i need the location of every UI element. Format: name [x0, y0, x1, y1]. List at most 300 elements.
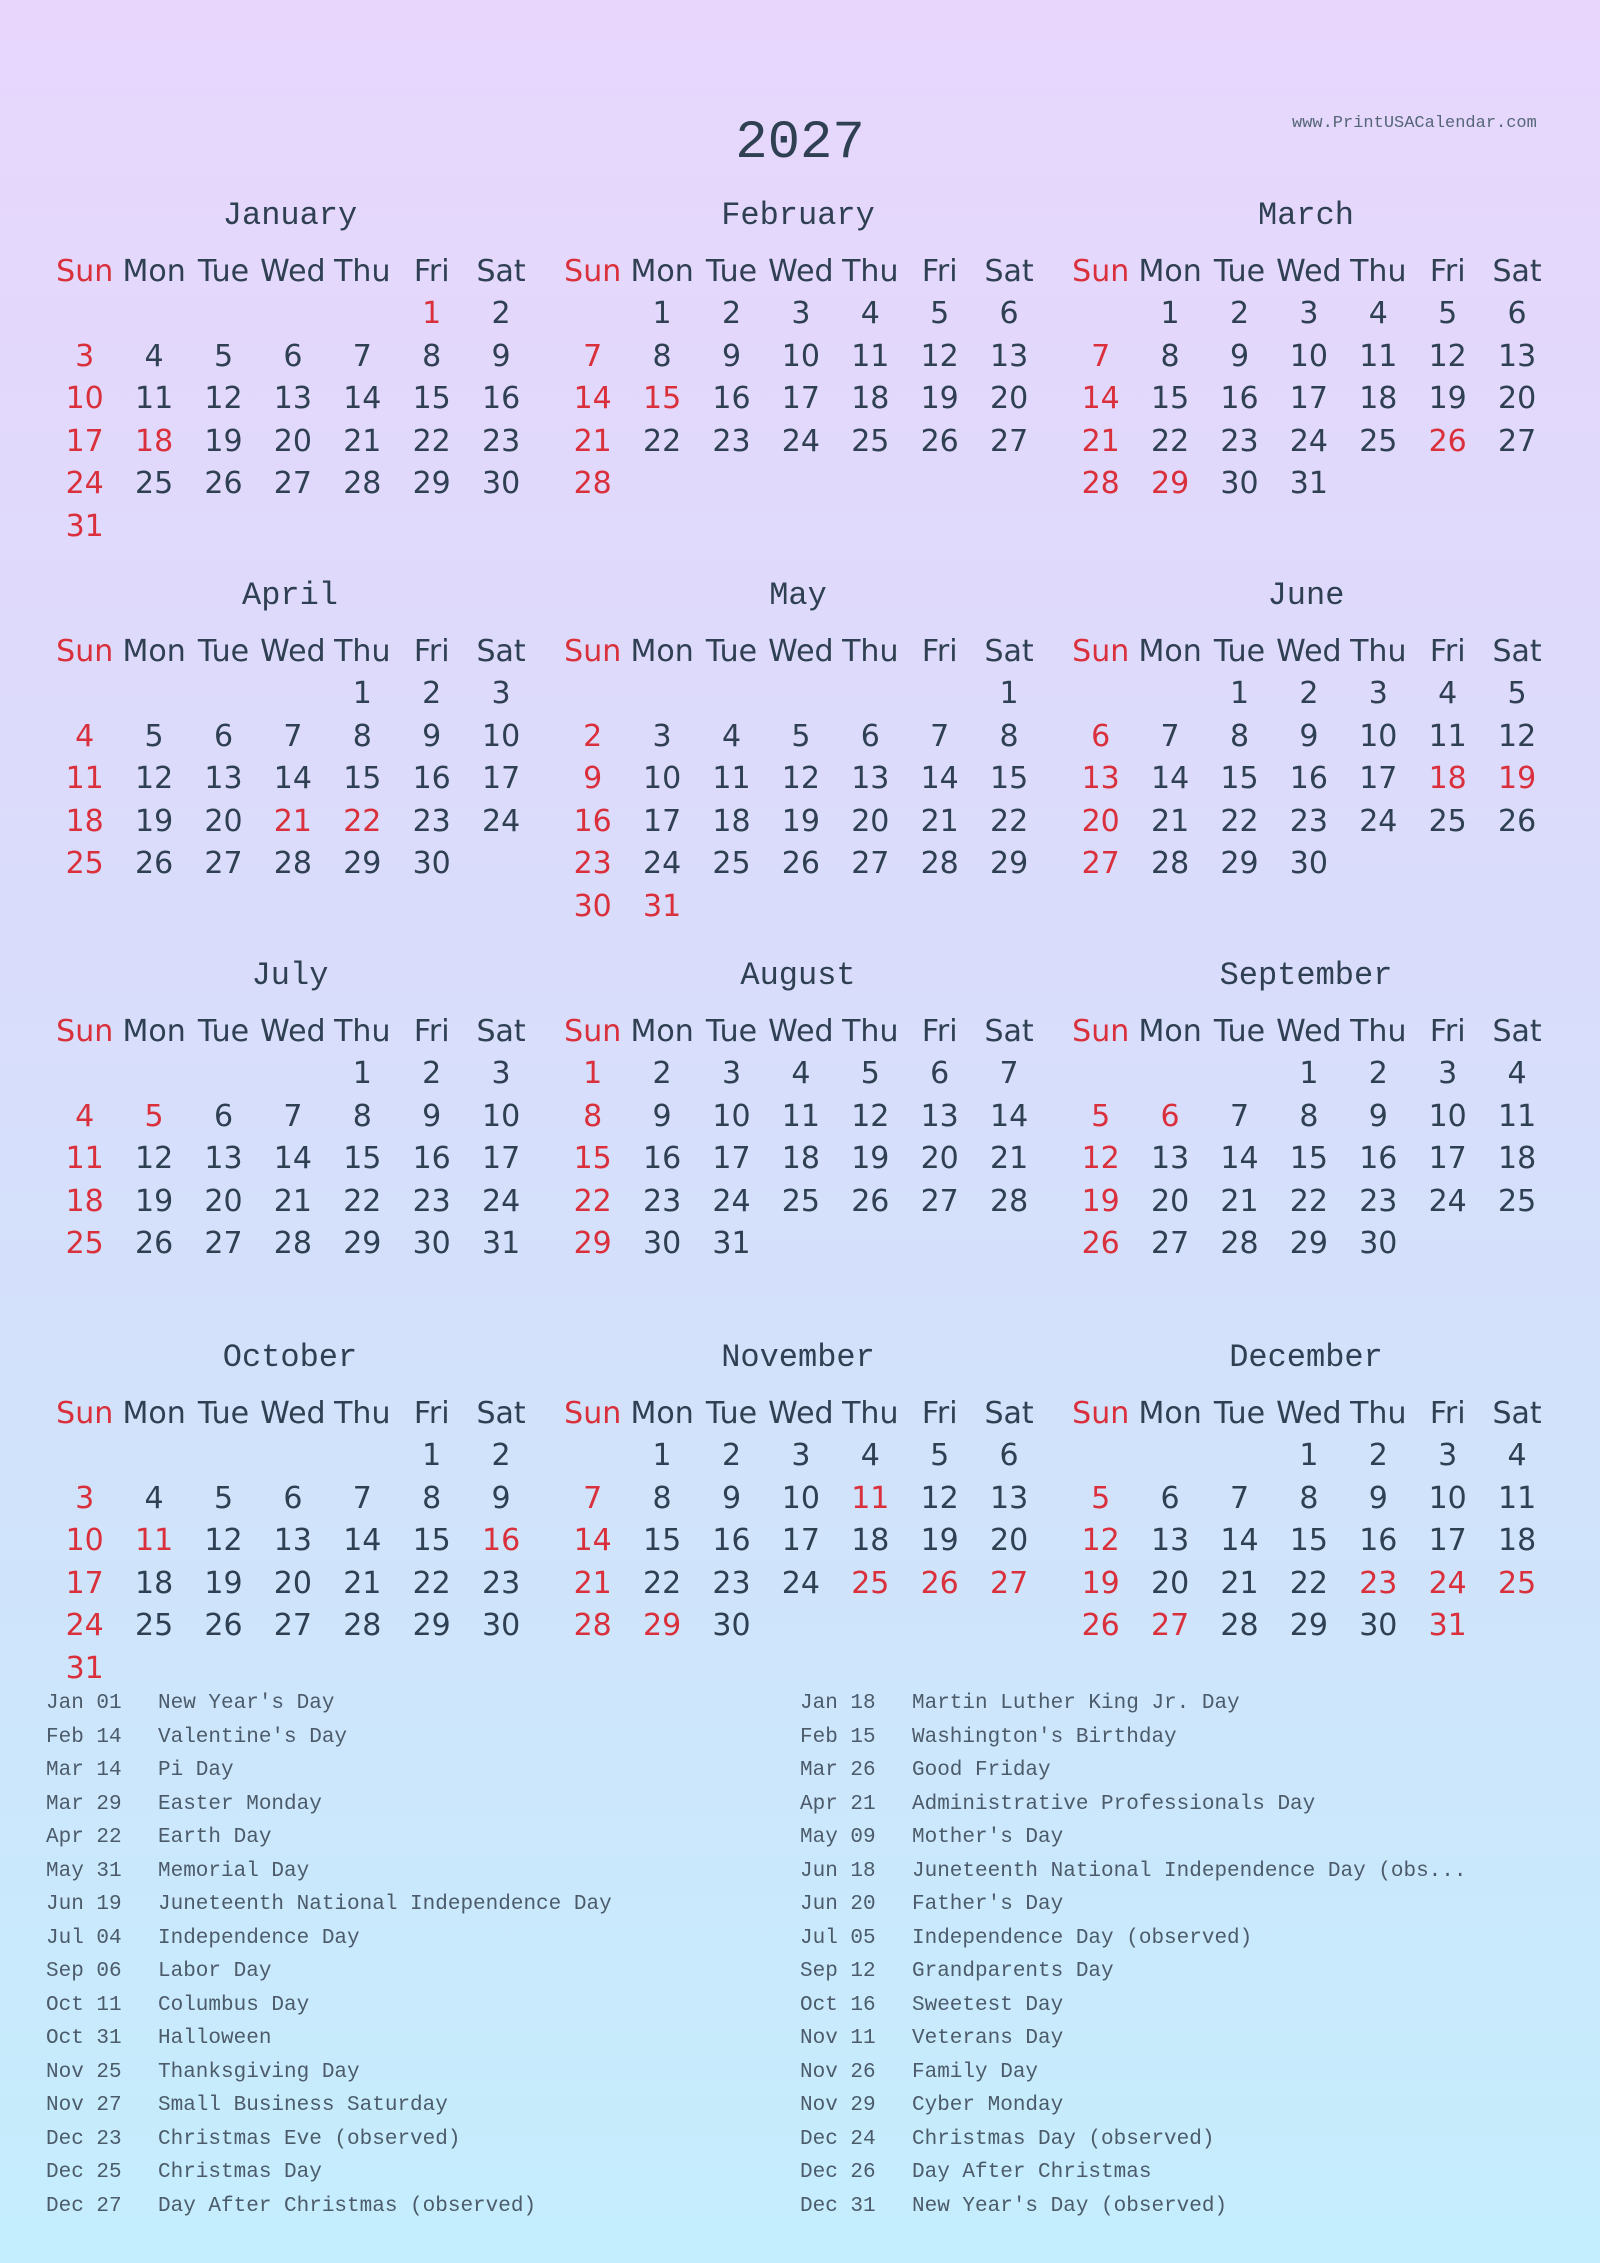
holiday-name: New Year's Day (observed) — [912, 2194, 1228, 2218]
weekday-header-tue: Tue — [197, 254, 250, 289]
day-cell: 22 — [1289, 1565, 1328, 1601]
weekday-header-fri: Fri — [413, 1396, 450, 1431]
holiday-item — [46, 1689, 334, 1719]
day-cell: 3 — [75, 338, 95, 374]
day-cell: 20 — [851, 803, 890, 839]
day-cell: 14 — [273, 1141, 312, 1176]
weekday-header-wed: Wed — [1276, 254, 1342, 289]
day-cell: 11 — [1428, 718, 1467, 754]
weekday-header-wed: Wed — [260, 254, 326, 289]
day-cell: 20 — [989, 381, 1029, 416]
day-cell: 15 — [642, 381, 682, 416]
day-cell: 14 — [1220, 1141, 1259, 1176]
day-cell: 11 — [134, 381, 174, 416]
weekday-header-sat: Sat — [984, 254, 1034, 289]
day-cell: 6 — [1160, 1480, 1180, 1516]
day-cell: 19 — [204, 1565, 243, 1601]
holiday-date: Mar 29 — [46, 1792, 122, 1816]
holiday-item — [800, 1790, 1315, 1820]
day-cell: 23 — [573, 846, 612, 881]
day-cell: 22 — [1150, 423, 1190, 459]
holiday-item — [800, 1823, 1063, 1853]
day-cell: 8 — [583, 1098, 603, 1134]
day-cell: 20 — [1081, 803, 1120, 839]
day-cell: 18 — [134, 1565, 174, 1601]
holiday-name: Good Friday — [912, 1759, 1051, 1782]
weekday-header-wed: Wed — [768, 1396, 834, 1431]
day-cell: 20 — [273, 1565, 312, 1601]
day-cell: 27 — [920, 1183, 959, 1219]
day-cell: 10 — [642, 761, 682, 796]
day-cell: 5 — [930, 296, 950, 331]
holiday-item — [800, 1723, 1177, 1753]
weekday-header-mon: Mon — [122, 634, 186, 669]
day-cell: 9 — [1299, 718, 1319, 754]
holiday-date: Nov 27 — [46, 2094, 122, 2117]
holiday-item — [46, 2192, 536, 2222]
day-cell: 29 — [1289, 1226, 1328, 1261]
day-cell: 30 — [573, 888, 612, 924]
day-cell: 23 — [1359, 1183, 1398, 1219]
day-cell: 8 — [422, 338, 442, 374]
day-cell: 2 — [652, 1056, 672, 1091]
holiday-item — [46, 1756, 234, 1786]
weekday-header-mon: Mon — [1138, 634, 1202, 669]
month-title: September — [1219, 957, 1393, 994]
weekday-header-sat: Sat — [1492, 1396, 1542, 1431]
holiday-name: Washington's Birthday — [912, 1725, 1177, 1749]
day-cell: 27 — [204, 846, 243, 881]
weekday-header-sun: Sun — [56, 254, 114, 289]
month-title: April — [241, 577, 338, 614]
day-cell: 1 — [352, 1056, 372, 1091]
day-cell: 4 — [1507, 1438, 1527, 1473]
day-cell: 5 — [144, 718, 164, 754]
day-cell: 1 — [1229, 676, 1250, 711]
day-cell: 19 — [1081, 1183, 1120, 1219]
day-cell: 22 — [343, 803, 382, 839]
holiday-item — [800, 1689, 1240, 1719]
holiday-name: New Year's Day — [158, 1692, 335, 1715]
holiday-date: Nov 11 — [800, 2027, 876, 2050]
day-cell: 16 — [412, 761, 451, 796]
weekday-header-mon: Mon — [122, 254, 186, 289]
holiday-date: May 31 — [46, 1859, 122, 1883]
day-cell: 24 — [1428, 1183, 1467, 1219]
month-title: December — [1229, 1339, 1383, 1376]
day-cell: 23 — [712, 1565, 751, 1601]
day-cell: 1 — [422, 1438, 442, 1473]
day-cell: 27 — [273, 466, 312, 501]
day-cell: 3 — [1299, 296, 1319, 331]
day-cell: 7 — [930, 718, 950, 754]
holiday-name: Cyber Monday — [912, 2094, 1064, 2117]
day-cell: 11 — [134, 1523, 174, 1558]
weekday-header-fri: Fri — [413, 1014, 450, 1049]
day-cell: 11 — [1497, 1098, 1537, 1134]
holiday-item — [800, 1756, 1051, 1786]
day-cell: 16 — [642, 1141, 682, 1176]
day-cell: 15 — [989, 761, 1029, 796]
holiday-date: Sep 06 — [46, 1960, 122, 1983]
day-cell: 17 — [481, 1141, 521, 1176]
day-cell: 28 — [343, 466, 382, 501]
day-cell: 26 — [1428, 423, 1467, 459]
weekday-header-sun: Sun — [1072, 1014, 1130, 1049]
day-cell: 11 — [1359, 338, 1398, 374]
day-cell: 15 — [412, 1523, 451, 1558]
month-title: October — [222, 1339, 358, 1376]
weekday-header-wed: Wed — [1276, 1396, 1342, 1431]
day-cell: 15 — [343, 761, 382, 796]
day-cell: 7 — [283, 1098, 303, 1134]
day-cell: 31 — [712, 1226, 751, 1261]
holiday-item — [800, 2091, 1063, 2121]
day-cell: 27 — [1150, 1608, 1190, 1643]
day-cell: 24 — [1359, 803, 1398, 839]
day-cell: 29 — [1220, 846, 1259, 881]
holiday-date: Apr 22 — [46, 1826, 122, 1849]
holiday-name: Day After Christmas (observed) — [158, 2194, 537, 2218]
day-cell: 12 — [1081, 1523, 1120, 1558]
day-cell: 22 — [343, 1183, 382, 1219]
day-cell: 12 — [1497, 718, 1537, 754]
day-cell: 19 — [1428, 381, 1467, 416]
day-cell: 21 — [343, 1565, 382, 1601]
day-cell: 28 — [273, 1226, 312, 1261]
holiday-date: Dec 26 — [800, 2161, 876, 2184]
day-cell: 19 — [204, 423, 243, 459]
holiday-item — [800, 2125, 1214, 2155]
day-cell: 25 — [1497, 1565, 1537, 1601]
holiday-name: Mother's Day — [912, 1826, 1064, 1849]
day-cell: 3 — [652, 718, 672, 754]
day-cell: 24 — [65, 466, 104, 501]
weekday-header-tue: Tue — [197, 1396, 250, 1431]
holiday-date: Dec 27 — [46, 2194, 122, 2218]
day-cell: 5 — [1438, 296, 1458, 331]
day-cell: 6 — [1160, 1098, 1180, 1134]
month-title: November — [721, 1339, 875, 1376]
day-cell: 20 — [1497, 381, 1537, 416]
weekday-header-mon: Mon — [630, 1396, 694, 1431]
day-cell: 28 — [273, 846, 312, 881]
day-cell: 1 — [999, 676, 1019, 711]
day-cell: 14 — [573, 381, 612, 416]
day-cell: 18 — [712, 803, 751, 839]
weekday-header-thu: Thu — [1350, 634, 1407, 669]
day-cell: 30 — [481, 466, 521, 501]
day-cell: 13 — [273, 381, 312, 416]
day-cell: 4 — [144, 1480, 164, 1516]
weekday-header-wed: Wed — [260, 1014, 326, 1049]
holiday-item — [46, 2125, 460, 2155]
day-cell: 28 — [573, 466, 612, 501]
day-cell: 30 — [1289, 846, 1328, 881]
day-cell: 8 — [652, 1480, 672, 1516]
day-cell: 6 — [213, 1098, 234, 1134]
day-cell: 5 — [1091, 1098, 1111, 1134]
weekday-header-thu: Thu — [842, 634, 899, 669]
day-cell: 5 — [791, 718, 811, 754]
holiday-name: Columbus Day — [158, 1993, 310, 2017]
day-cell: 22 — [989, 803, 1029, 839]
weekday-header-mon: Mon — [630, 1014, 694, 1049]
day-cell: 27 — [273, 1608, 312, 1643]
day-cell: 19 — [851, 1141, 890, 1176]
weekday-header-thu: Thu — [1350, 1014, 1407, 1049]
day-cell: 23 — [481, 423, 521, 459]
day-cell: 24 — [642, 846, 682, 881]
day-cell: 28 — [920, 846, 959, 881]
day-cell: 20 — [273, 423, 312, 459]
holiday-date: Jul 05 — [800, 1926, 876, 1950]
holiday-name: Grandparents Day — [912, 1960, 1114, 1983]
day-cell: 24 — [1428, 1565, 1467, 1601]
holiday-date: Jan 01 — [46, 1692, 122, 1715]
day-cell: 14 — [1081, 381, 1120, 416]
day-cell: 23 — [1359, 1565, 1398, 1601]
weekday-header-sun: Sun — [564, 1396, 622, 1431]
day-cell: 16 — [412, 1141, 451, 1176]
day-cell: 31 — [65, 508, 104, 544]
day-cell: 11 — [781, 1098, 820, 1134]
day-cell: 12 — [920, 1480, 959, 1516]
holiday-item — [46, 2024, 271, 2054]
weekday-header-wed: Wed — [768, 254, 834, 289]
day-cell: 4 — [1438, 676, 1458, 711]
day-cell: 3 — [1368, 676, 1388, 711]
holiday-date: Jun 18 — [800, 1859, 876, 1883]
day-cell: 7 — [1229, 1098, 1250, 1134]
day-cell: 6 — [930, 1056, 950, 1091]
day-cell: 14 — [343, 381, 382, 416]
day-cell: 31 — [642, 888, 682, 924]
holiday-name: Martin Luther King Jr. Day — [912, 1692, 1240, 1715]
day-cell: 8 — [999, 718, 1019, 754]
weekday-header-tue: Tue — [1213, 1014, 1266, 1049]
holiday-name: Father's Day — [912, 1893, 1064, 1916]
day-cell: 6 — [999, 296, 1019, 331]
holiday-name: Memorial Day — [158, 1859, 310, 1883]
holiday-item — [800, 2192, 1227, 2222]
day-cell: 14 — [1220, 1523, 1259, 1558]
holiday-date: Oct 11 — [46, 1993, 122, 2017]
day-cell: 18 — [781, 1141, 820, 1176]
day-cell: 12 — [134, 761, 174, 796]
weekday-header-wed: Wed — [768, 634, 834, 669]
day-cell: 5 — [930, 1438, 950, 1473]
holiday-item — [46, 1924, 360, 1954]
weekday-header-sat: Sat — [476, 1396, 526, 1431]
holiday-item — [46, 1890, 612, 1920]
day-cell: 13 — [851, 761, 890, 796]
day-cell: 5 — [213, 338, 234, 374]
day-cell: 28 — [343, 1608, 382, 1643]
day-cell: 1 — [422, 296, 442, 331]
day-cell: 8 — [352, 718, 372, 754]
day-cell: 30 — [642, 1226, 682, 1261]
holiday-name: Pi Day — [158, 1759, 234, 1782]
day-cell: 25 — [1497, 1183, 1537, 1219]
holiday-item — [46, 1723, 347, 1753]
weekday-header-sun: Sun — [56, 1396, 114, 1431]
weekday-header-sun: Sun — [1072, 634, 1130, 669]
weekday-header-tue: Tue — [1213, 254, 1266, 289]
day-cell: 6 — [283, 1480, 303, 1516]
day-cell: 3 — [721, 1056, 742, 1091]
weekday-header-mon: Mon — [630, 254, 694, 289]
day-cell: 11 — [851, 338, 890, 374]
day-cell: 5 — [1507, 676, 1527, 711]
day-cell: 30 — [412, 846, 451, 881]
weekday-header-tue: Tue — [1213, 1396, 1266, 1431]
day-cell: 15 — [343, 1141, 382, 1176]
day-cell: 18 — [1359, 381, 1398, 416]
weekday-header-sat: Sat — [984, 634, 1034, 669]
day-cell: 25 — [134, 1608, 174, 1643]
day-cell: 4 — [75, 1098, 95, 1134]
day-cell: 11 — [712, 761, 751, 796]
day-cell: 20 — [204, 803, 243, 839]
day-cell: 31 — [1289, 466, 1328, 501]
day-cell: 2 — [491, 296, 511, 331]
day-cell: 15 — [1150, 381, 1190, 416]
day-cell: 12 — [1428, 338, 1467, 374]
day-cell: 16 — [712, 1523, 751, 1558]
day-cell: 23 — [412, 1183, 451, 1219]
month-title: January — [222, 197, 358, 234]
day-cell: 29 — [1289, 1608, 1328, 1643]
day-cell: 27 — [1150, 1226, 1190, 1261]
weekday-header-thu: Thu — [842, 254, 899, 289]
day-cell: 12 — [134, 1141, 174, 1176]
day-cell: 24 — [1289, 423, 1328, 459]
holiday-date: Apr 21 — [800, 1792, 876, 1816]
holiday-date: Dec 25 — [46, 2161, 122, 2184]
day-cell: 15 — [1289, 1523, 1328, 1558]
day-cell: 28 — [573, 1608, 612, 1643]
month-title: February — [721, 197, 875, 234]
day-cell: 14 — [573, 1523, 612, 1558]
day-cell: 19 — [781, 803, 820, 839]
weekday-header-wed: Wed — [260, 634, 326, 669]
month-title: March — [1257, 197, 1354, 234]
day-cell: 1 — [1160, 296, 1180, 331]
day-cell: 13 — [989, 338, 1029, 374]
day-cell: 17 — [481, 761, 521, 796]
day-cell: 22 — [642, 1565, 682, 1601]
day-cell: 14 — [920, 761, 959, 796]
day-cell: 22 — [412, 1565, 451, 1601]
weekday-header-mon: Mon — [122, 1396, 186, 1431]
day-cell: 21 — [573, 1565, 612, 1601]
day-cell: 26 — [1081, 1226, 1120, 1261]
day-cell: 21 — [343, 423, 382, 459]
day-cell: 2 — [1229, 296, 1250, 331]
holiday-date: May 09 — [800, 1826, 876, 1849]
day-cell: 21 — [1220, 1565, 1259, 1601]
holiday-name: Easter Monday — [158, 1792, 322, 1816]
day-cell: 18 — [851, 1523, 890, 1558]
holiday-name: Thanksgiving Day — [158, 2060, 360, 2084]
day-cell: 25 — [1428, 803, 1467, 839]
day-cell: 25 — [851, 423, 890, 459]
weekday-header-sun: Sun — [1072, 254, 1130, 289]
day-cell: 26 — [781, 846, 820, 881]
holiday-item — [46, 2058, 360, 2088]
day-cell: 12 — [851, 1098, 890, 1134]
holiday-name: Day After Christmas — [912, 2161, 1152, 2184]
day-cell: 4 — [860, 1438, 880, 1473]
holiday-name: Christmas Day (observed) — [912, 2127, 1215, 2151]
day-cell: 10 — [65, 381, 104, 416]
day-cell: 30 — [1220, 466, 1259, 501]
day-cell: 25 — [65, 1226, 104, 1261]
day-cell: 26 — [134, 1226, 174, 1261]
weekday-header-wed: Wed — [1276, 634, 1342, 669]
day-cell: 21 — [273, 803, 312, 839]
holiday-item — [800, 1857, 1467, 1887]
holiday-name: Administrative Professionals Day — [912, 1792, 1316, 1816]
day-cell: 9 — [721, 1480, 742, 1516]
day-cell: 16 — [1359, 1523, 1398, 1558]
weekday-header-tue: Tue — [197, 1014, 250, 1049]
day-cell: 2 — [422, 676, 442, 711]
day-cell: 18 — [134, 423, 174, 459]
day-cell: 15 — [1220, 761, 1259, 796]
day-cell: 1 — [1299, 1056, 1319, 1091]
day-cell: 17 — [1428, 1141, 1467, 1176]
weekday-header-fri: Fri — [1429, 254, 1466, 289]
day-cell: 17 — [642, 803, 682, 839]
day-cell: 30 — [412, 1226, 451, 1261]
weekday-header-fri: Fri — [1429, 1014, 1466, 1049]
day-cell: 8 — [1160, 338, 1180, 374]
day-cell: 6 — [213, 718, 234, 754]
weekday-header-fri: Fri — [413, 634, 450, 669]
holiday-date: Feb 15 — [800, 1725, 876, 1749]
day-cell: 24 — [481, 1183, 521, 1219]
weekday-header-sat: Sat — [1492, 254, 1542, 289]
day-cell: 12 — [920, 338, 959, 374]
day-cell: 10 — [65, 1523, 104, 1558]
day-cell: 7 — [1160, 718, 1180, 754]
day-cell: 13 — [273, 1523, 312, 1558]
day-cell: 21 — [1220, 1183, 1259, 1219]
month-title: May — [769, 577, 827, 614]
weekday-header-tue: Tue — [197, 634, 250, 669]
day-cell: 3 — [491, 676, 511, 711]
day-cell: 26 — [920, 1565, 959, 1601]
day-cell: 26 — [851, 1183, 890, 1219]
day-cell: 13 — [204, 761, 243, 796]
holiday-name: Halloween — [158, 2027, 272, 2050]
day-cell: 17 — [712, 1141, 751, 1176]
day-cell: 1 — [652, 296, 672, 331]
day-cell: 10 — [781, 338, 820, 374]
day-cell: 2 — [721, 296, 742, 331]
day-cell: 28 — [1220, 1608, 1259, 1643]
day-cell: 10 — [1428, 1098, 1467, 1134]
day-cell: 12 — [1081, 1141, 1120, 1176]
weekday-header-mon: Mon — [630, 634, 694, 669]
holiday-item — [46, 2158, 322, 2188]
holiday-date: Nov 25 — [46, 2060, 122, 2084]
weekday-header-mon: Mon — [122, 1014, 186, 1049]
weekday-header-tue: Tue — [705, 1396, 758, 1431]
day-cell: 24 — [781, 1565, 820, 1601]
